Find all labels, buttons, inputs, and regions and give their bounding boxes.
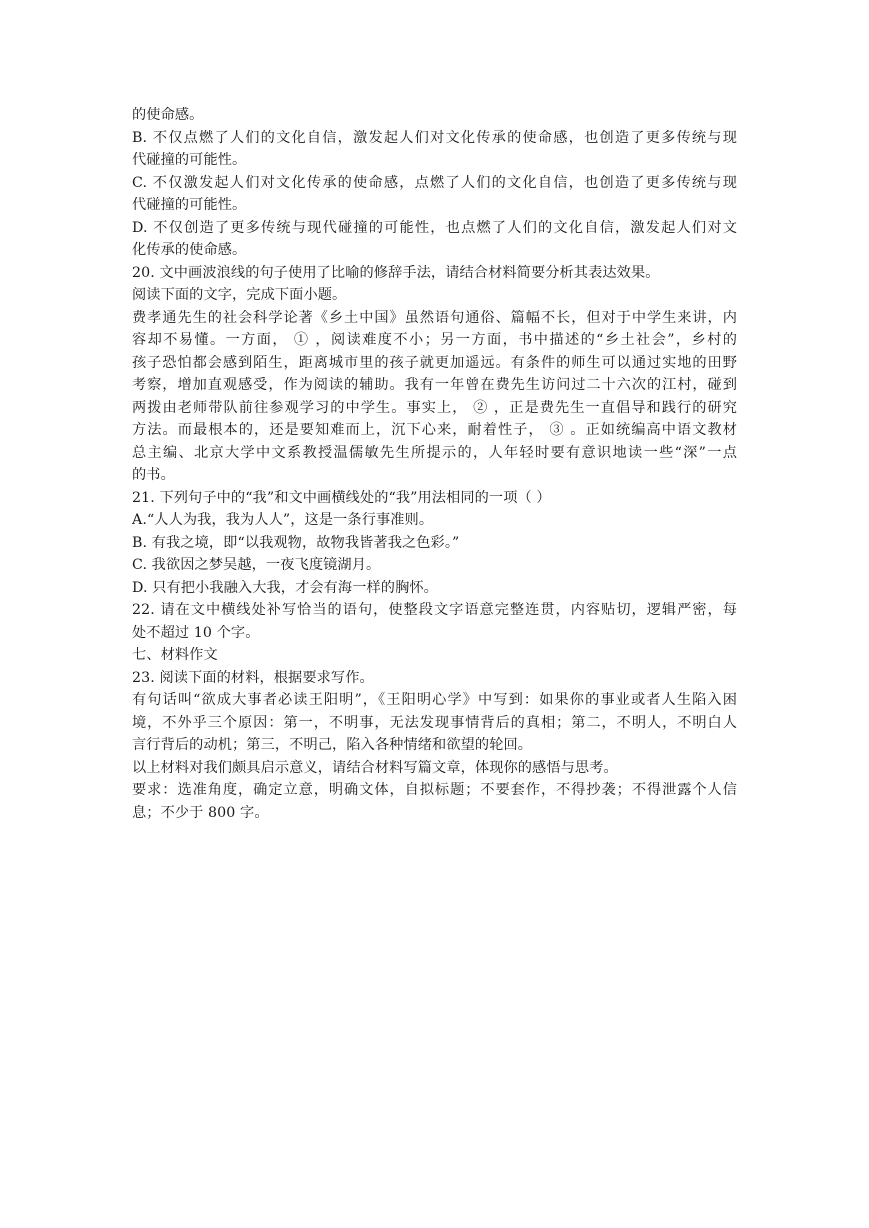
question-21: 21. 下列句子中的“我”和文中画横线处的“我”用法相同的一项（ ） (132, 489, 551, 506)
section-heading: 七、材料作文 (132, 647, 218, 663)
passage-line: 两拨由老师带队前往参观学习的中学生。事实上， ② ，正是费先生一直倡导和践行的研究 (132, 399, 737, 416)
question-23: 23. 阅读下面的材料，根据要求写作。 (132, 669, 374, 686)
option-c: C. 我欲因之梦吴越，一夜飞度镜湖月。 (132, 557, 381, 573)
document-page (132, 104, 737, 824)
requirements-line: 要求：选准角度，确定立意，明确文体，自拟标题；不要套作，不得抄袭；不得泄露个人信 (132, 782, 737, 798)
passage-line: 方法。而最根本的，还是要知难而上，沉下心来，耐着性子， ③ 。正如统编高中语文教材 (132, 422, 737, 438)
material-line: 言行背后的动机；第三，不明己，陷入各种情绪和欲望的轮回。 (132, 737, 533, 753)
passage-line: 总主编、北京大学中文系教授温儒敏先生所提示的，人年轻时要有意识地读一些“深”一点 (132, 444, 737, 461)
text-line: 化传承的使命感。 (132, 242, 247, 258)
question-22-cont: 处不超过 10 个字。 (132, 624, 260, 641)
passage-line: 孩子恐怕都会感到陌生，距离城市里的孩子就更加遥远。有条件的师生可以通过实地的田野 (132, 354, 737, 371)
text-line: 代碰撞的可能性。 (132, 197, 247, 213)
passage-line: 考察，增加直观感受，作为阅读的辅助。我有一年曾在费先生访问过二十六次的江村，碰到 (132, 377, 737, 393)
material-line: 境，不外乎三个原因：第一，不明事，无法发现事情背后的真相；第二，不明人，不明白人 (132, 714, 737, 731)
material-line: 有句话叫“欲成大事者必读王阳明”，《王阳明心学》中写到：如果你的事业或者人生陷入困 (132, 692, 737, 708)
option-b: B. 有我之境，即“以我观物，故物我皆著我之色彩。” (132, 534, 460, 551)
requirements-line: 息；不少于 800 字。 (132, 804, 269, 821)
option-a: A.“人人为我，我为人人”，这是一条行事准则。 (132, 512, 434, 528)
option-c-line: C. 不仅激发起人们对文化传承的使命感，点燃了人们的文化自信，也创造了更多传统与现 (132, 174, 737, 191)
prompt-line: 以上材料对我们颇具启示意义，请结合材料写篇文章，体现你的感悟与思考。 (132, 759, 618, 776)
question-20: 20. 文中画波浪线的句子使用了比喻的修辞手法，请结合材料简要分析其表达效果。 (132, 264, 660, 281)
reading-instruction: 阅读下面的文字，完成下面小题。 (132, 287, 347, 303)
passage-line: 容却不易懂。一方面， ① ，阅读难度不小；另一方面，书中描述的“乡土社会”，乡村的 (132, 332, 737, 348)
text-line: 代碰撞的可能性。 (132, 152, 247, 168)
option-d-line: D. 不仅创造了更多传统与现代碰撞的可能性，也点燃了人们的文化自信，激发起人们对文 (132, 219, 737, 236)
question-22: 22. 请在文中横线处补写恰当的语句，使整段文字语意完整连贯，内容贴切，逻辑严密，每 (132, 602, 737, 618)
option-b-line: B. 不仅点燃了人们的文化自信，激发起人们对文化传承的使命感，也创造了更多传统与现 (132, 129, 737, 146)
passage-line: 费孝通先生的社会科学论著《乡土中国》虽然语句通俗、篇幅不长，但对于中学生来讲，内 (132, 309, 737, 326)
option-d: D. 只有把小我融入大我，才会有海一样的胸怀。 (132, 579, 438, 596)
text-line: 的使命感。 (132, 107, 204, 123)
passage-line: 的书。 (132, 467, 175, 483)
